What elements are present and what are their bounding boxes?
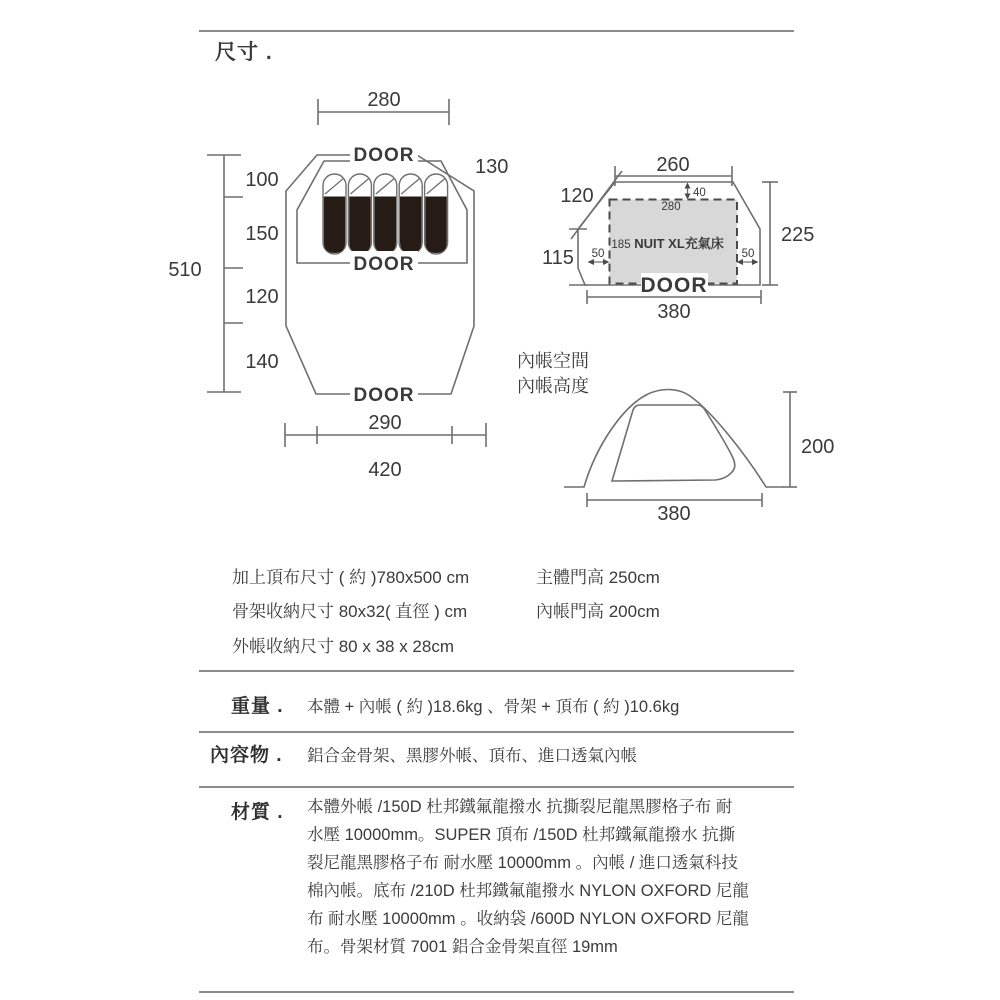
spec-frame-packed-size: 骨架收納尺寸 80x32( 直徑 ) cm bbox=[232, 602, 468, 621]
inner-tent-profile bbox=[612, 405, 735, 481]
spec-tarp-size: 加上頂布尺寸 ( 約 )780x500 cm bbox=[232, 568, 470, 587]
height-ruler bbox=[168, 155, 278, 392]
door-label-top: DOOR bbox=[353, 145, 415, 166]
spec-fly-packed-size: 外帳收納尺寸 80 x 38 x 28cm bbox=[232, 637, 455, 656]
sleeping-pad-icon bbox=[425, 174, 448, 254]
sleeping-pad-icon bbox=[374, 174, 397, 254]
dimension-label: 50 bbox=[591, 248, 605, 260]
sleeping-pad-icon bbox=[399, 174, 422, 254]
dimension-top-width bbox=[318, 89, 449, 125]
dimension-label: 120 bbox=[560, 185, 594, 207]
sleeping-pad-icons bbox=[323, 174, 448, 254]
material-label: 材質 . bbox=[231, 802, 284, 823]
dimension-label: 120 bbox=[245, 286, 279, 308]
dimension-label: 280 bbox=[367, 89, 401, 111]
door-label-inner: DOOR bbox=[353, 254, 415, 275]
material-line: 布。骨架材質 7001 鋁合金骨架直徑 19mm bbox=[307, 938, 618, 956]
dimension-label: 290 bbox=[368, 412, 402, 434]
tent-top-view-diagram bbox=[150, 85, 525, 485]
sleeping-pad-icon bbox=[348, 174, 371, 254]
door-label-bottom: DOOR bbox=[353, 385, 415, 406]
tent-profile bbox=[564, 389, 784, 487]
material-line: 棉內帳。底布 /210D 杜邦鐵氟龍撥水 NYLON OXFORD 尼龍 bbox=[307, 882, 749, 900]
dimension-label: 280 bbox=[661, 201, 681, 213]
contents-value: 鋁合金骨架、黑膠外帳、頂布、進口透氣內帳 bbox=[307, 747, 637, 765]
caption-inner-space: 內帳空間 bbox=[517, 351, 589, 371]
spec-inner-door-height: 內帳門高 200cm bbox=[536, 602, 660, 621]
dimension-label: 185 bbox=[611, 239, 631, 251]
material-line: 布 耐水壓 10000mm 。收納袋 /600D NYLON OXFORD 尼龍 bbox=[307, 910, 749, 928]
dimension-label: 200 bbox=[801, 436, 835, 458]
dimension-label: 380 bbox=[657, 301, 691, 323]
air-bed-label: NUIT XL充氣床 bbox=[634, 236, 724, 251]
contents-label: 內容物 . bbox=[210, 745, 283, 766]
dimension-label: 150 bbox=[245, 223, 279, 245]
dimension-label: 260 bbox=[656, 154, 690, 176]
material-line: 水壓 10000mm。SUPER 頂布 /150D 杜邦鐵氟龍撥水 抗撕 bbox=[307, 826, 736, 844]
sleeping-pad-icon bbox=[323, 174, 346, 254]
divider bbox=[199, 731, 794, 733]
dimension-label: 420 bbox=[368, 459, 402, 481]
dimension-bottom-widths bbox=[285, 412, 486, 481]
dimension-label: 40 bbox=[693, 187, 706, 199]
dimension-label: 140 bbox=[245, 351, 279, 373]
dimension-label: 130 bbox=[475, 156, 509, 178]
material-line: 本體外帳 /150D 杜邦鐵氟龍撥水 抗撕裂尼龍黑膠格子布 耐 bbox=[307, 798, 733, 816]
dimension-label: 100 bbox=[245, 169, 279, 191]
divider bbox=[199, 670, 794, 672]
spec-main-door-height: 主體門高 250cm bbox=[536, 568, 660, 587]
dimension-label: 115 bbox=[542, 247, 574, 269]
dimension-label: 380 bbox=[657, 503, 691, 525]
dimension-label: 50 bbox=[741, 248, 755, 260]
weight-value: 本體 + 內帳 ( 約 )18.6kg 、骨架 + 頂布 ( 約 )10.6kg bbox=[307, 698, 680, 716]
dimension-label: 225 bbox=[781, 224, 815, 246]
door-label: DOOR bbox=[640, 274, 708, 297]
dimension-label: 510 bbox=[168, 259, 202, 281]
floor-plan-diagram bbox=[540, 148, 830, 326]
caption-inner-height: 內帳高度 bbox=[517, 376, 589, 396]
bottom-divider bbox=[199, 991, 794, 993]
page-title: 尺寸 . bbox=[215, 41, 273, 64]
top-divider bbox=[199, 30, 794, 32]
divider bbox=[199, 786, 794, 788]
material-paragraph bbox=[307, 793, 749, 961]
tent-side-view-diagram bbox=[545, 383, 835, 523]
material-line: 裂尼龍黑膠格子布 耐水壓 10000mm 。內帳 / 進口透氣科技 bbox=[307, 854, 738, 872]
weight-label: 重量 . bbox=[231, 696, 284, 717]
